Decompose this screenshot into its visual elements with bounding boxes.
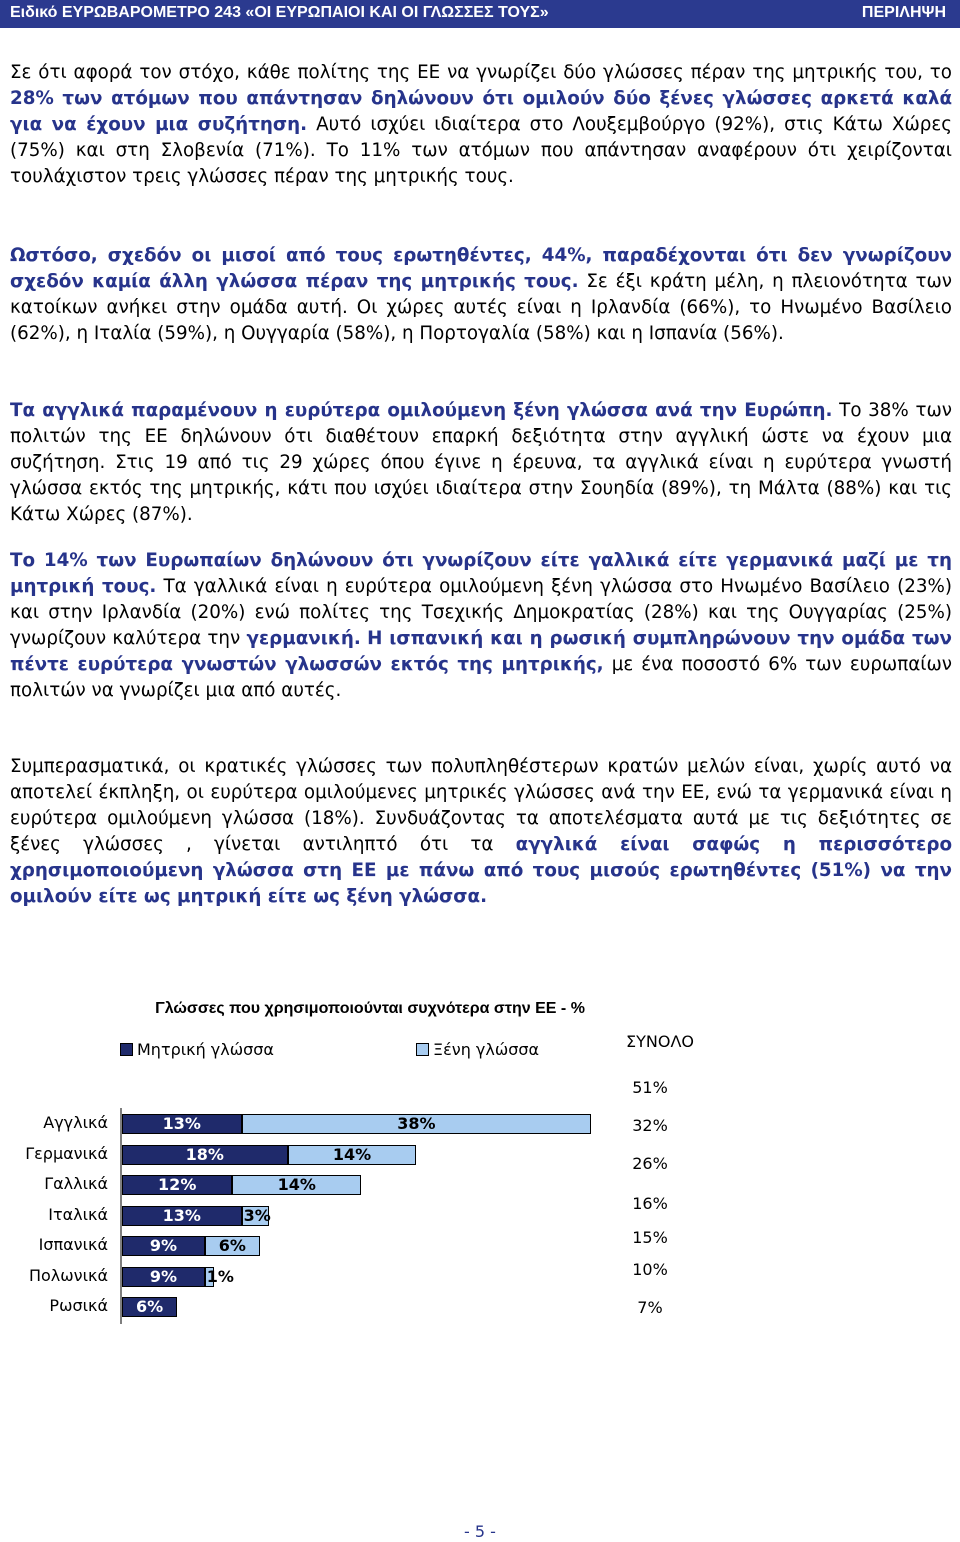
total-value: 16% xyxy=(632,1194,668,1213)
bar-value-label: 18% xyxy=(185,1144,224,1164)
total-value: 15% xyxy=(632,1228,668,1247)
bar-mother-tongue xyxy=(122,1114,242,1134)
total-value: 32% xyxy=(632,1116,668,1135)
body-text: με ένα ποσοστό 6% των ευρωπαίων πολιτών να γνωρίζει μια από αυτές. xyxy=(10,654,952,701)
page-number: - 5 - xyxy=(464,1522,496,1541)
paragraph-english xyxy=(10,398,952,528)
bar-mother-tongue xyxy=(122,1145,288,1165)
bar-mother-tongue xyxy=(122,1297,177,1317)
total-value: 51% xyxy=(632,1078,668,1097)
total-value: 10% xyxy=(632,1260,668,1279)
bar-value-label: 9% xyxy=(149,1266,177,1286)
bar-value-label: 13% xyxy=(162,1114,201,1133)
emphasis-text: Το 14% των Ευρωπαίων δηλώνουν ότι γνωρίζουν είτε γαλλικά είτε γερμανικά μαζί με τη μητρική τους. xyxy=(10,550,952,597)
bar-mother-tongue xyxy=(122,1267,205,1287)
total-header: ΣΥΝΟΛΟ xyxy=(626,1032,694,1051)
emphasis-text: Ωστόσο, σχεδόν οι μισοί από τους ερωτηθέντες, 44%, παραδέχονται ότι δεν γνωρίζουν σχεδόν καμία άλλη γλώσσα πέραν της μητρικής τους. xyxy=(10,245,952,292)
bar-value-label: 38% xyxy=(397,1114,436,1133)
category-label: Γαλλικά xyxy=(44,1174,108,1193)
bar-value-label: 6% xyxy=(136,1297,164,1316)
body-text: Σε ότι αφορά τον στόχο, κάθε πολίτης της ΕΕ να γνωρίζει δύο γλώσσες πέραν της μητρικής του, το xyxy=(10,62,952,83)
bar-mother-tongue xyxy=(122,1236,205,1256)
bar-value-label: 1% xyxy=(206,1266,234,1286)
bar-mother-tongue xyxy=(122,1206,242,1226)
languages-chart xyxy=(0,990,960,1350)
body-text: Συμπερασματικά, οι κρατικές γλώσσες των πολυπληθέστερων κρατών μελών είναι, χωρίς αυτό να αποτελεί έκπληξη, οι ευρύτερα ομιλούμενες μητρικές γλώσσες ανά την ΕΕ, ενώ τα γερμανικά είναι η ευρύτερα ομιλούμενη γλώσσα (18%). Συνδυάζοντας τα αποτελέσματα αυτά με τις δεξιότητες σε ξένες γλώσσες , γίνεται αντιληπτό ότι τα xyxy=(10,756,952,855)
legend-foreign xyxy=(416,1040,539,1059)
legend-label-mother: Μητρική γλώσσα xyxy=(137,1040,274,1059)
category-label: Ρωσικά xyxy=(49,1296,108,1315)
legend-label-foreign: Ξένη γλώσσα xyxy=(433,1040,540,1059)
bar-value-label: 14% xyxy=(332,1144,372,1164)
emphasis-text: 28% των ατόμων που απάντησαν δηλώνουν ότι ομιλούν δύο ξένες γλώσσες αρκετά καλά για να έχουν μια συζήτηση. xyxy=(10,88,952,135)
paragraph-two-languages xyxy=(10,60,952,190)
legend-mother xyxy=(120,1040,274,1059)
page-header xyxy=(0,0,960,28)
legend-swatch-foreign xyxy=(416,1043,429,1056)
category-label: Γερμανικά xyxy=(25,1143,108,1163)
emphasis-text: Η ισπανική και η ρωσική συμπληρώνουν την ομάδα των πέντε ευρύτερα γνωστών γλωσσών εκτός της μητρικής, xyxy=(10,628,952,675)
bar-value-label: 13% xyxy=(162,1205,201,1225)
bar-mother-tongue xyxy=(122,1175,232,1195)
bar-value-label: 6% xyxy=(218,1236,246,1255)
category-label: Αγγλικά xyxy=(43,1113,108,1132)
header-section: ΠΕΡΙΛΗΨΗ xyxy=(861,4,946,21)
paragraph-no-language xyxy=(10,243,952,347)
emphasis-text: αγγλικά είναι σαφώς η περισσότερο χρησιμοποιούμενη γλώσσα στη ΕΕ με πάνω από τους μισούς ερωτηθέντες (51%) να την ομιλούν είτε ως μητρική είτε ως ξένη γλώσσα. xyxy=(10,834,952,907)
bar-value-label: 12% xyxy=(158,1175,197,1194)
category-label: Ιταλικά xyxy=(48,1204,108,1224)
bar-value-label: 3% xyxy=(243,1205,271,1225)
category-label: Ισπανικά xyxy=(38,1235,108,1254)
paragraph-conclusion xyxy=(10,754,952,910)
chart-title: Γλώσσες που χρησιμοποιούνται συχνότερα στην ΕΕ - % xyxy=(155,1000,585,1017)
body-text: Το 38% των πολιτών της ΕΕ δηλώνουν ότι διαθέτουν επαρκή δεξιότητα στην αγγλική ώστε να έχουν μια συζήτηση. Στις 19 από τις 29 χώρες όπου έγινε η έρευνα, τα αγγλικά είναι η ευρύτερα γνωστή γλώσσα εκτός της μητρικής, κάτι που ισχύει ιδιαίτερα στην Σουηδία (89%), τη Μάλτα (88%) και τις Κάτω Χώρες (87%). xyxy=(10,400,952,525)
body-text: Τα γαλλικά είναι η ευρύτερα ομιλούμενη ξένη γλώσσα στο Ηνωμένο Βασίλειο (23%) και στην Ιρλανδία (20%) ενώ πολίτες της Τσεχικής Δημοκρατίας (28%) και της Ουγγαρίας (25%) γνωρίζουν καλύτερα την xyxy=(10,576,952,649)
category-label: Πολωνικά xyxy=(28,1265,108,1285)
legend-swatch-mother xyxy=(120,1043,133,1056)
body-text: Σε έξι κράτη μέλη, η πλειονότητα των κατοίκων ανήκει στην ομάδα αυτή. Οι χώρες αυτές είναι η Ιρλανδία (66%), το Ηνωμένο Βασίλειο (62%), η Ιταλία (59%), η Ουγγαρία (58%), η Πορτογαλία (58%) και η Ισπανία (56%). xyxy=(10,271,952,344)
body-text: Αυτό ισχύει ιδιαίτερα στο Λουξεμβούργο (92%), στις Κάτω Χώρες (75%) και στη Σλοβενία (71%). Το 11% των ατόμων που απάντησαν αναφέρουν ότι χειρίζονται τουλάχιστον τρεις γλώσσες πέραν της μητρικής τους. xyxy=(10,114,953,187)
bar-value-label: 14% xyxy=(277,1175,316,1194)
total-value: 26% xyxy=(632,1154,668,1173)
bar-value-label: 9% xyxy=(149,1236,177,1255)
emphasis-text: γερμανική. xyxy=(246,628,361,649)
total-value: 7% xyxy=(637,1298,663,1317)
paragraph-french-german xyxy=(10,548,952,704)
emphasis-text: Τα αγγλικά παραμένουν η ευρύτερα ομιλούμενη ξένη γλώσσα ανά την Ευρώπη. xyxy=(10,400,833,421)
header-title: Ειδικό ΕΥΡΩΒΑΡΟΜΕΤΡΟ 243 «ΟΙ ΕΥΡΩΠΑΙΟΙ ΚΑΙ ΟΙ ΓΛΩΣΣΕΣ ΤΟΥΣ» xyxy=(10,4,549,21)
